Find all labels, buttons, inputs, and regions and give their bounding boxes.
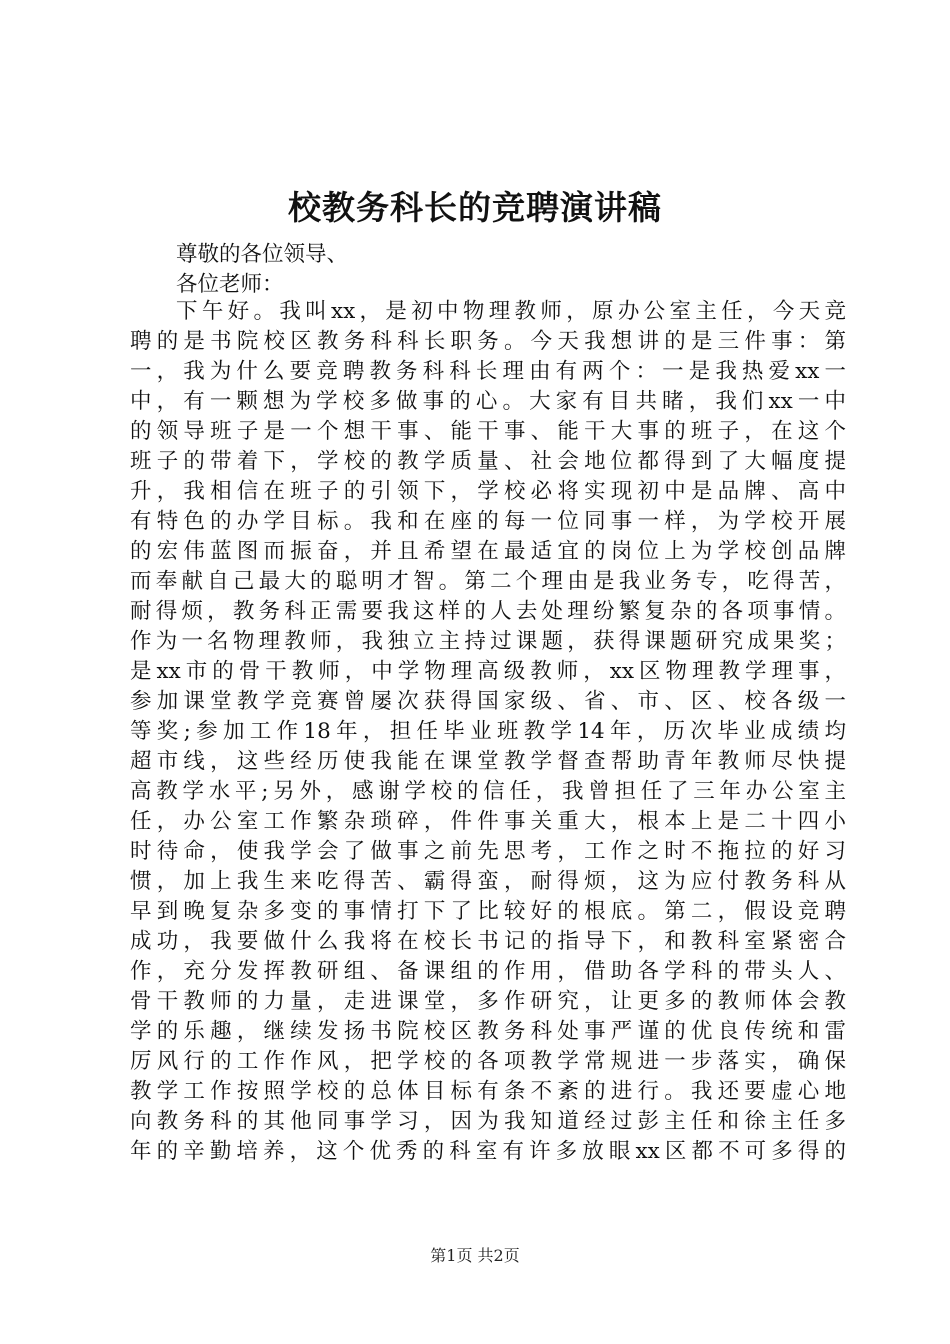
- body-line: 作，充分发挥教研组、备课组的作用，借助各学科的带头人、: [130, 959, 846, 984]
- page-number-footer: 第1页 共2页: [430, 1246, 520, 1265]
- body-line: 等奖;参加工作18年，担任毕业班教学14年，历次毕业成绩均: [130, 719, 846, 744]
- body-line: 作为一名物理教师，我独立主持过课题，获得课题研究成果奖；: [130, 629, 846, 654]
- body-line: 年的辛勤培养，这个优秀的科室有许多放眼xx区都不可多得的: [130, 1139, 846, 1164]
- body-line: 而奉献自己最大的聪明才智。第二个理由是我业务专，吃得苦，: [130, 569, 846, 594]
- body-line: 骨干教师的力量，走进课堂，多作研究，让更多的教师体会教: [130, 989, 846, 1014]
- salutation-line-2: 各位老师：: [176, 272, 284, 297]
- body-line: 教学工作按照学校的总体目标有条不紊的进行。我还要虚心地: [130, 1079, 846, 1104]
- body-line: 超市线，这些经历使我能在课堂教学督查帮助青年教师尽快提: [130, 749, 846, 774]
- body-line: 一，我为什么要竞聘教务科科长理由有两个：一是我热爱xx一: [130, 359, 846, 384]
- body-line: 有特色的办学目标。我和在座的每一位同事一样，为学校开展: [130, 509, 846, 534]
- body-line: 参加课堂教学竞赛曾屡次获得国家级、省、市、区、校各级一: [130, 689, 846, 714]
- salutation-line-1: 尊敬的各位领导、: [176, 242, 349, 267]
- body-line: 学的乐趣，继续发扬书院校区教务科处事严谨的优良传统和雷: [130, 1019, 846, 1044]
- body-line: 成功，我要做什么我将在校长书记的指导下，和教科室紧密合: [130, 929, 846, 954]
- body-line: 的宏伟蓝图而振奋，并且希望在最适宜的岗位上为学校创品牌: [130, 539, 846, 564]
- body-line: 是xx市的骨干教师，中学物理高级教师，xx区物理教学理事，: [130, 659, 846, 684]
- body-line: 升，我相信在班子的引领下，学校必将实现初中是品牌、高中: [130, 479, 846, 504]
- body-line: 厉风行的工作作风，把学校的各项教学常规进一步落实，确保: [130, 1049, 846, 1074]
- speech-body: [130, 297, 846, 1167]
- body-line: 时待命，使我学会了做事之前先思考，工作之时不拖拉的好习: [130, 839, 846, 864]
- body-line: 任，办公室工作繁杂琐碎，件件事关重大，根本上是二十四小: [130, 809, 846, 834]
- body-line: 早到晚复杂多变的事情打下了比较好的根底。第二，假设竞聘: [130, 899, 846, 924]
- body-line: 惯，加上我生来吃得苦、霸得蛮，耐得烦，这为应付教务科从: [130, 869, 846, 894]
- body-line: 聘的是书院校区教务科科长职务。今天我想讲的是三件事：第: [130, 329, 846, 354]
- body-line: 下午好。我叫xx，是初中物理教师，原办公室主任，今天竞: [176, 299, 846, 324]
- body-line: 中，有一颗想为学校多做事的心。大家有目共睹，我们xx一中: [130, 389, 846, 414]
- body-line: 的领导班子是一个想干事、能干事、能干大事的班子，在这个: [130, 419, 846, 444]
- document-title: 校教务科长的竞聘演讲稿: [288, 188, 662, 227]
- body-line: 班子的带着下，学校的教学质量、社会地位都得到了大幅度提: [130, 449, 846, 474]
- body-line: 耐得烦，教务科正需要我这样的人去处理纷繁复杂的各项事情。: [130, 599, 846, 624]
- body-line: 向教务科的其他同事学习，因为我知道经过彭主任和徐主任多: [130, 1109, 846, 1134]
- body-line: 高教学水平;另外，感谢学校的信任，我曾担任了三年办公室主: [130, 779, 846, 804]
